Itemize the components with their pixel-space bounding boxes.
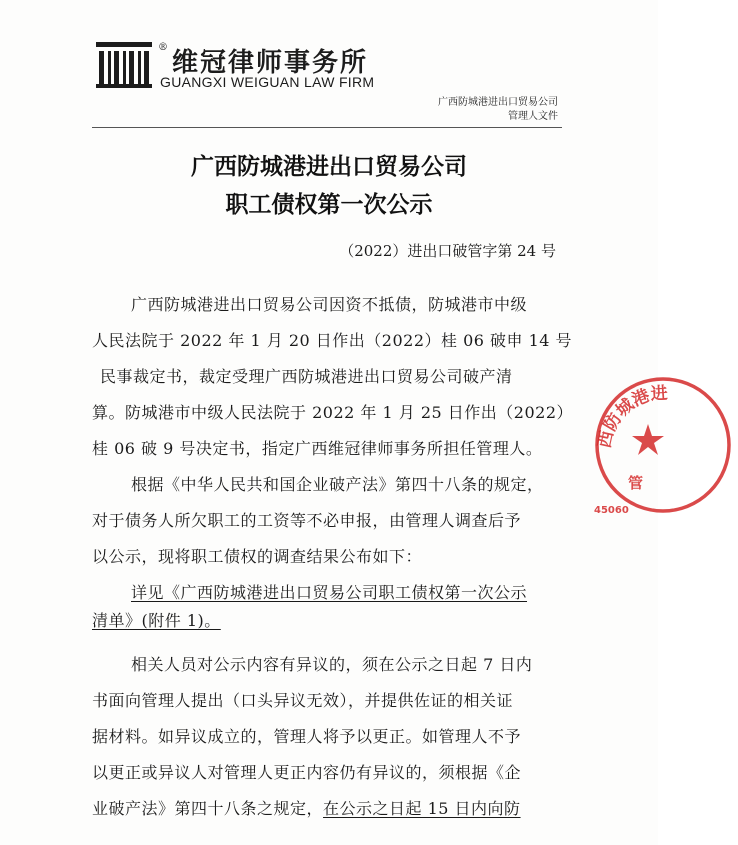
p2-line-2: 对于债务人所欠职工的工资等不必申报，由管理人调查后予 [92, 511, 522, 530]
firm-name-en: GUANGXI WEIGUAN LAW FIRM [160, 74, 375, 90]
p1-line-2: 人民法院于 2022 年 1 月 20 日作出（2022）桂 06 破申 14 号 [92, 331, 573, 350]
p3-line-2: 清单》(附件 1)。 [92, 611, 221, 630]
p1-line-3: 民事裁定书，裁定受理广西防城港进出口贸易公司破产清 [100, 367, 513, 386]
p2-line-3: 以公示，现将职工债权的调查结果公布如下： [92, 547, 423, 566]
p1-line-4: 算。防城港市中级人民法院于 2022 年 1 月 25 日作出（2022） [92, 403, 573, 422]
seal-code: 45060 [594, 505, 629, 516]
header-divider [92, 127, 562, 128]
title-line-2: 职工债权第一次公示 [225, 192, 433, 218]
p4-line-2: 书面向管理人提出（口头异议无效），并提供佐证的相关证 [92, 691, 514, 710]
p4-line-4: 以更正或异议人对管理人更正内容仍有异议的，须根据《企 [92, 763, 522, 782]
p1-line-5: 桂 06 破 9 号决定书，指定广西维冠律师事务所担任管理人。 [92, 439, 543, 458]
p4-line-5 [92, 796, 521, 819]
p4-line-3: 据材料。如异议成立的，管理人将予以更正。如管理人不予 [92, 727, 522, 746]
header-doc-type: 管理人文件 [508, 111, 558, 122]
p3-line-1: 详见《广西防城港进出口贸易公司职工债权第一次公示 [131, 583, 528, 602]
document-number: （2022）进出口破管字第 24 号 [339, 242, 556, 260]
pillars-logo-icon [96, 42, 152, 88]
p4-line-5-plain: 业破产法》第四十八条之规定， [92, 799, 324, 818]
registered-mark: ® [158, 42, 170, 53]
p4-line-5-underlined: 在公示之日起 15 日内向防 [323, 799, 521, 818]
header-right [438, 96, 558, 124]
title-line-1: 广西防城港进出口贸易公司 [191, 154, 467, 180]
p1-line-1: 广西防城港进出口贸易公司因资不抵债，防城港市中级 [131, 295, 528, 314]
p2-line-1: 根据《中华人民共和国企业破产法》第四十八条的规定， [131, 475, 544, 494]
header-company: 广西防城港进出口贸易公司 [438, 97, 558, 108]
seal-bottom-text: 管 [628, 474, 644, 492]
official-seal-stamp [588, 370, 738, 520]
seal-arc-text: 西防城港进 [594, 383, 669, 450]
firm-name-cn-text: 维冠律师事务所 [172, 48, 369, 78]
p4-line-1: 相关人员对公示内容有异议的，须在公示之日起 7 日内 [131, 655, 533, 674]
